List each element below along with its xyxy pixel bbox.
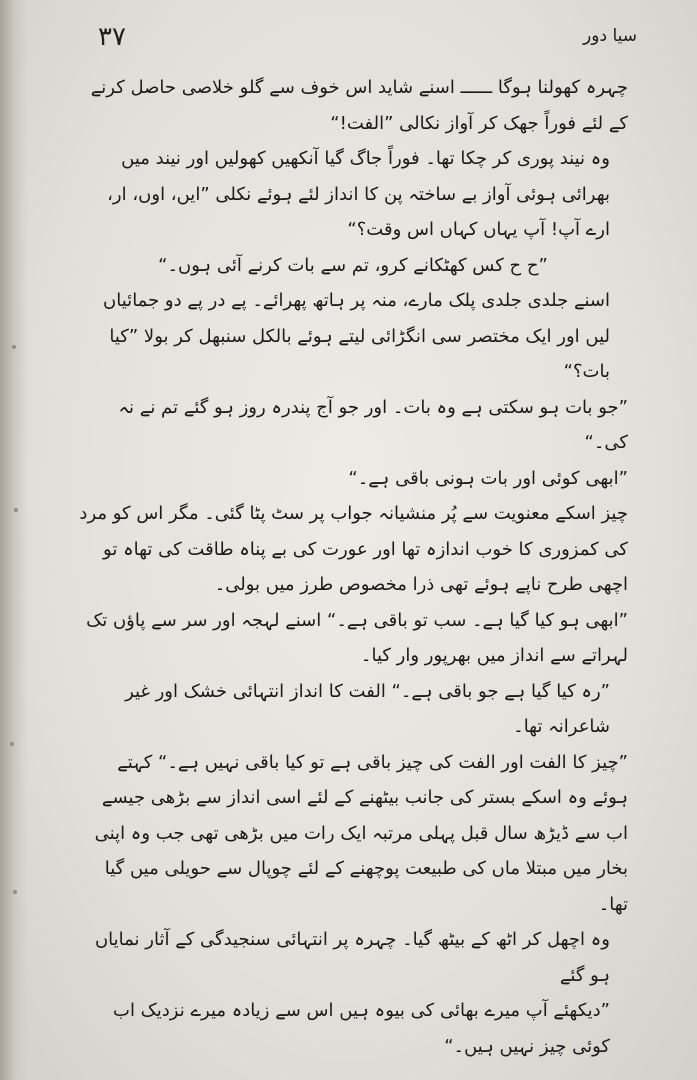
page-number: ۳۷ [98,22,126,52]
paragraph-4: اسنے جلدی جلدی پلک مارے، منہ پر ہاتھ پھرائے۔ پے در پے دو جمائیاں لیں اور ایک مختصر سی انگڑائی لیتے ہوئے بالکل سنبھل کر بولا ”کیا بات؟“ [103,290,610,382]
paragraph-5: ”جو بات ہو سکتی ہے وہ بات۔ اور جو آج پندرہ روز ہو گئے تم نے نہ کی۔“ [118,396,628,453]
running-title: سیا دور [583,26,637,46]
page-body-text [78,70,628,1057]
paragraph-1: چہرہ کھولنا ہوگا ــــــ اسنے شاید اس خوف سے گلو خلاصی حاصل کرنے کے لئے فوراً جھک کر آواز نکالی ”الفت!“ [90,77,628,134]
paper-speck [13,890,17,894]
page-binding-shadow [0,0,28,1080]
page-header [60,18,637,62]
paragraph-7: چیز اسکے معنویت سے پُر منشیانہ جواب پر سٹ پٹا گئی۔ مگر اس کو مرد کی کمزوری کا خوب اندازہ تھا اور عورت کی بے پناہ طاقت کی تھاہ تو اچھی طرح ناپے ہوئے تھی ذرا مخصوص طرز میں بولی۔ [79,503,628,595]
paragraph-3: ”ح ح کس کھٹکانے کرو، تم سے بات کرنے آئی ہوں۔“ [158,254,548,276]
paragraph-2: وہ نیند پوری کر چکا تھا۔ فوراً جاگ گیا آنکھیں کھولیں اور نیند میں بھرائی ہوئی آواز بے ساختہ پن کا انداز لئے ہوئے نکلی ”ایں، اوں، ار، ارے آپ! آپ یہاں کہاں اس وقت؟“ [107,148,610,240]
paragraph-6: ”ابھی کوئی اور بات ہونی باقی ہے۔“ [348,467,628,489]
paper-speck [10,742,14,746]
paragraph-8: ”ابھی ہو کیا گیا ہے۔ سب تو باقی ہے۔“ اسنے لہجہ اور سر سے پاؤں تک لہراتے سے انداز میں بھرپور وار کیا۔ [86,609,628,666]
paper-speck [12,345,16,349]
paper-speck [14,508,18,512]
paragraph-11: وہ اچھل کر اٹھ کے بیٹھ گیا۔ چہرہ پر انتہائی سنجیدگی کے آثار نمایاں ہو گئے [94,929,610,986]
paragraph-10: ”چیز کا الفت اور الفت کی چیز باقی ہے تو کیا باقی نہیں ہے۔“ کہتے ہوئے وہ اسکے بستر کی جانب بیٹھنے کے لئے اسی انداز سے بڑھی جیسے اب سے ڈیڑھ سال قبل پہلی مرتبہ ایک رات میں بڑھی تھی جب وہ اپنی بخار میں مبتلا ماں کی طبیعت پوچھنے کے لئے چوپال سے حویلی میں گیا تھا۔ [94,751,628,915]
paragraph-9: ”رہ کیا گیا ہے جو باقی ہے۔“ الفت کا انداز انتہائی خشک اور غیر شاعرانہ تھا۔ [125,680,610,737]
paragraph-12: ”دیکھئے آپ میرے بھائی کی بیوہ ہیں اس سے زیادہ میرے نزدیک اب کوئی چیز نہیں ہیں۔“ [113,1000,610,1057]
